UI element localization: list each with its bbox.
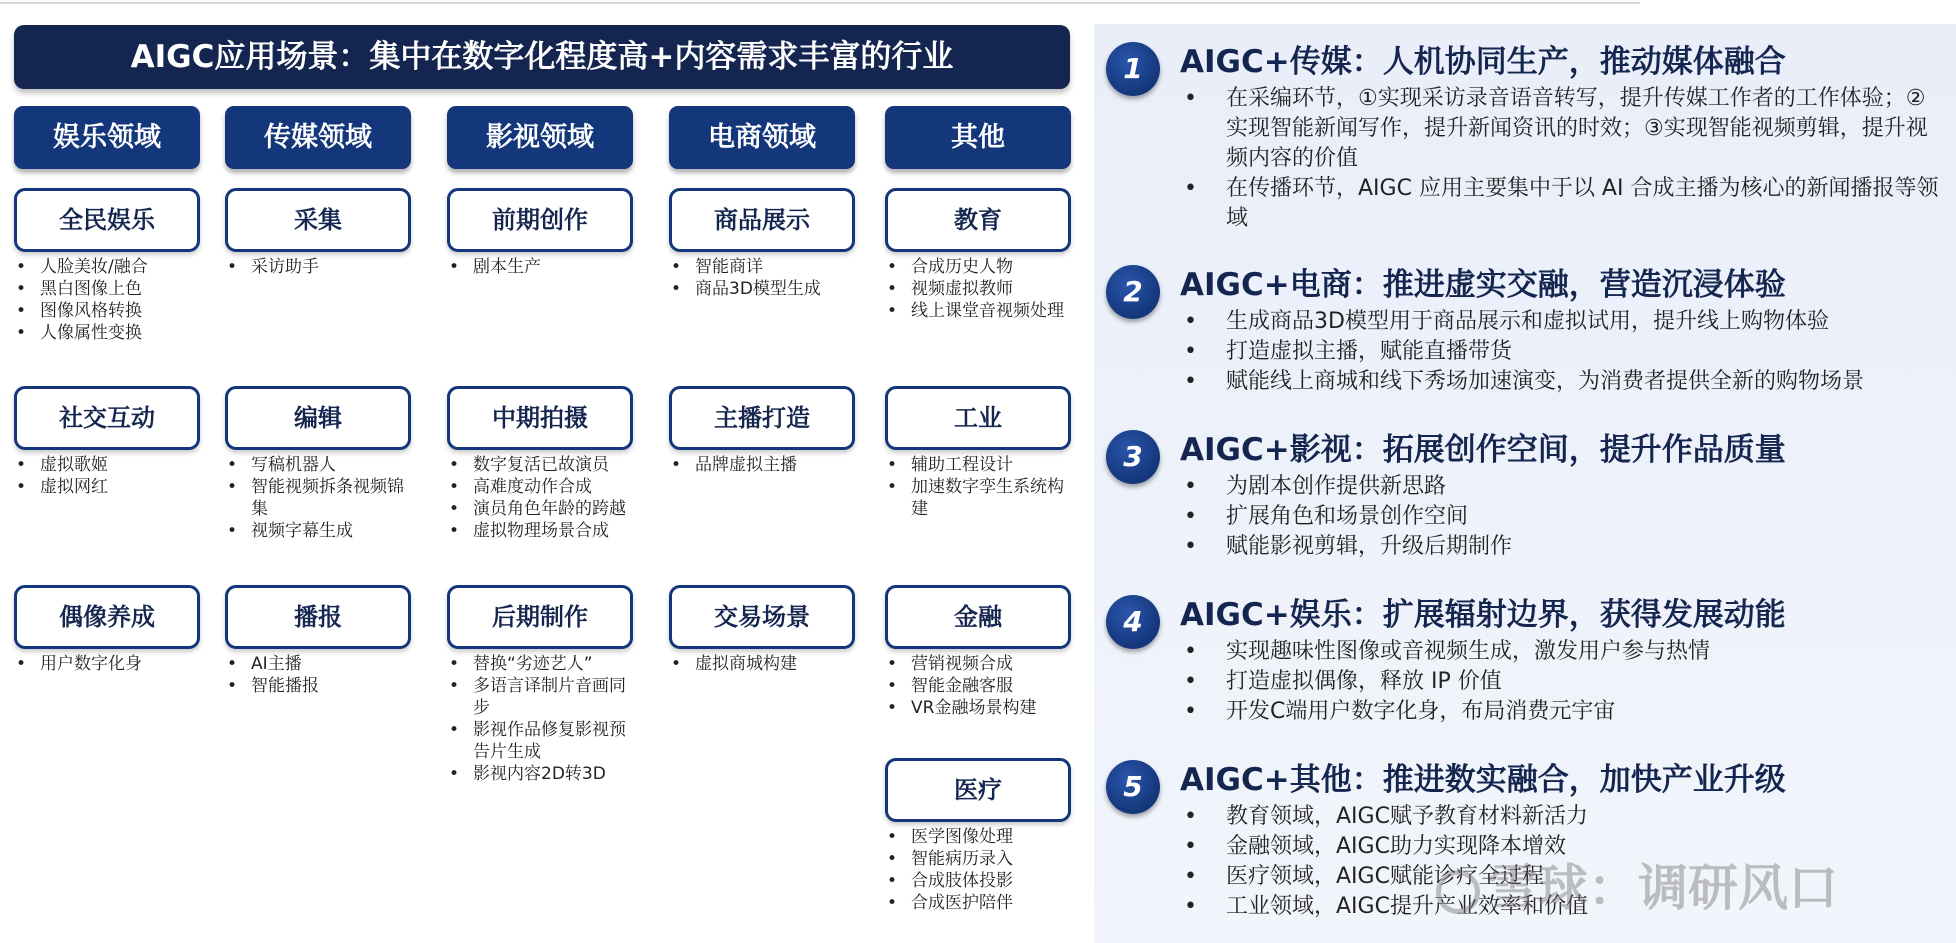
list-item: • 医学图像处理 [885, 826, 1071, 848]
list-item: • 演员角色年龄的跨越 [447, 498, 633, 520]
subcategory-broadcast: 播报 [225, 585, 411, 649]
list-item: • 智能视频拆条视频锦集 [225, 476, 411, 520]
section-title: AIGC+影视：拓展创作空间，提升作品质量 [1180, 432, 1786, 468]
list-item: • 工业领域，AIGC提升产业效率和价值 [1180, 892, 1946, 922]
main-title: AIGC应用场景：集中在数字化程度高+内容需求丰富的行业 [14, 25, 1070, 89]
section-list [1180, 637, 1946, 727]
list-item: • 合成医护陪伴 [885, 892, 1071, 914]
subcategory-finance: 金融 [885, 585, 1071, 649]
subcategory-idol-cultivation: 偶像养成 [14, 585, 200, 649]
list-item: • 实现趣味性图像或音视频生成，激发用户参与热情 [1180, 637, 1946, 667]
list-item: • 医疗领域，AIGC赋能诊疗全过程 [1180, 862, 1946, 892]
subcategory-collection: 采集 [225, 188, 411, 252]
column-entertainment [14, 106, 204, 674]
list-item: • 辅助工程设计 [885, 454, 1071, 476]
list-item: • 教育领域，AIGC赋予教育材料新活力 [1180, 802, 1946, 832]
subcategory-medical: 医疗 [885, 758, 1071, 822]
section-number-badge: 3 [1106, 430, 1160, 484]
list-item: • 智能播报 [225, 675, 411, 697]
list-item: • 虚拟商城构建 [669, 653, 855, 675]
section-title: AIGC+其他：推进数实融合，加快产业升级 [1180, 762, 1786, 798]
list-item: • 数字复活已故演员 [447, 454, 633, 476]
section-list [1180, 472, 1946, 562]
list-item: • 打造虚拟主播，赋能直播带货 [1180, 337, 1946, 367]
category-film: 影视领域 [447, 106, 633, 169]
category-ecommerce: 电商领域 [669, 106, 855, 169]
subcategory-editing: 编辑 [225, 386, 411, 450]
watermark [1436, 848, 1838, 920]
subcategory-host-building: 主播打造 [669, 386, 855, 450]
list-item: • 虚拟网红 [14, 476, 200, 498]
list-item: • 金融领域，AIGC助力实现降本增效 [1180, 832, 1946, 862]
snowball-logo-icon [1436, 870, 1480, 914]
subcategory-pre-production: 前期创作 [447, 188, 633, 252]
subcategory-post-production: 后期制作 [447, 585, 633, 649]
list-item: • 为剧本创作提供新思路 [1180, 472, 1946, 502]
list-broadcast [225, 653, 411, 697]
list-item: • 开发C端用户数字化身，布局消费元宇宙 [1180, 697, 1946, 727]
list-item: • 剧本生产 [447, 256, 633, 278]
list-item: • 商品3D模型生成 [669, 278, 855, 300]
section-number-badge: 4 [1106, 595, 1160, 649]
section-number-badge: 5 [1106, 760, 1160, 814]
section-list [1180, 84, 1946, 234]
list-item: • 品牌虚拟主播 [669, 454, 855, 476]
category-media: 传媒领域 [225, 106, 411, 169]
column-ecommerce [669, 106, 859, 674]
list-item: • 视频字幕生成 [225, 520, 411, 542]
category-entertainment: 娱乐领域 [14, 106, 200, 169]
list-item: • 赋能影视剪辑，升级后期制作 [1180, 532, 1946, 562]
subcategory-education: 教育 [885, 188, 1071, 252]
list-pre-production [447, 256, 633, 278]
list-item: • 写稿机器人 [225, 454, 411, 476]
list-product-display [669, 256, 855, 300]
list-idol-cultivation [14, 653, 200, 675]
list-item: • 线上课堂音视频处理 [885, 300, 1071, 322]
list-editing [225, 454, 411, 542]
subcategory-social-interaction: 社交互动 [14, 386, 200, 450]
list-item: • 智能金融客服 [885, 675, 1071, 697]
column-film [447, 106, 637, 784]
list-item: • 打造虚拟偶像，释放 IP 价值 [1180, 667, 1946, 697]
list-collection [225, 256, 411, 278]
list-item: • 加速数字孪生系统构建 [885, 476, 1071, 520]
list-mass-entertainment [14, 256, 200, 344]
column-others [885, 106, 1075, 913]
list-item: • VR金融场景构建 [885, 697, 1071, 719]
list-item: • 视频虚拟教师 [885, 278, 1071, 300]
list-item: • 生成商品3D模型用于商品展示和虚拟试用，提升线上购物体验 [1180, 307, 1946, 337]
list-host-building [669, 454, 855, 476]
list-industry [885, 454, 1071, 520]
list-item: • 用户数字化身 [14, 653, 200, 675]
list-item: • 扩展角色和场景创作空间 [1180, 502, 1946, 532]
list-post-production [447, 653, 633, 785]
list-item: • 虚拟物理场景合成 [447, 520, 633, 542]
list-item: • 黑白图像上色 [14, 278, 200, 300]
section-title: AIGC+娱乐：扩展辐射边界，获得发展动能 [1180, 597, 1786, 633]
section-title: AIGC+电商：推进虚实交融，营造沉浸体验 [1180, 267, 1786, 303]
list-item: • 图像风格转换 [14, 300, 200, 322]
list-item: • 在传播环节，AIGC 应用主要集中于以 AI 合成主播为核心的新闻播报等领域 [1180, 174, 1946, 234]
list-medical [885, 826, 1071, 914]
section-number-badge: 1 [1106, 42, 1160, 96]
subcategory-shooting: 中期拍摄 [447, 386, 633, 450]
list-item: • 高难度动作合成 [447, 476, 633, 498]
list-item: • 人像属性变换 [14, 322, 200, 344]
list-item: • 影视作品修复影视预告片生成 [447, 719, 633, 763]
list-item: • 智能商详 [669, 256, 855, 278]
watermark-text: 雪球：调研风口 [1488, 859, 1838, 917]
list-item: • AI主播 [225, 653, 411, 675]
list-item: • 智能病历录入 [885, 848, 1071, 870]
subcategory-industry: 工业 [885, 386, 1071, 450]
subcategory-product-display: 商品展示 [669, 188, 855, 252]
list-item: • 多语言译制片音画同步 [447, 675, 633, 719]
list-education [885, 256, 1071, 322]
list-item: • 影视内容2D转3D [447, 763, 633, 785]
subcategory-trading-scene: 交易场景 [669, 585, 855, 649]
list-finance [885, 653, 1071, 719]
top-divider-line [0, 2, 1640, 4]
list-social-interaction [14, 454, 200, 498]
list-item: • 采访助手 [225, 256, 411, 278]
column-media [225, 106, 415, 696]
list-item: • 合成历史人物 [885, 256, 1071, 278]
section-list [1180, 307, 1946, 397]
subcategory-mass-entertainment: 全民娱乐 [14, 188, 200, 252]
list-item: • 在采编环节，①实现采访录音语音转写，提升传媒工作者的工作体验；②实现智能新闻写作，提升新闻资讯的时效；③实现智能视频剪辑，提升视频内容的价值 [1180, 84, 1946, 174]
list-item: • 人脸美妆/融合 [14, 256, 200, 278]
section-title: AIGC+传媒：人机协同生产，推动媒体融合 [1180, 44, 1786, 80]
list-item: • 合成肢体投影 [885, 870, 1071, 892]
section-number-badge: 2 [1106, 265, 1160, 319]
category-others: 其他 [885, 106, 1071, 169]
list-item: • 赋能线上商城和线下秀场加速演变，为消费者提供全新的购物场景 [1180, 367, 1946, 397]
list-item: • 替换“劣迹艺人” [447, 653, 633, 675]
list-item: • 虚拟歌姬 [14, 454, 200, 476]
list-item: • 营销视频合成 [885, 653, 1071, 675]
list-shooting [447, 454, 633, 542]
list-trading-scene [669, 653, 855, 675]
